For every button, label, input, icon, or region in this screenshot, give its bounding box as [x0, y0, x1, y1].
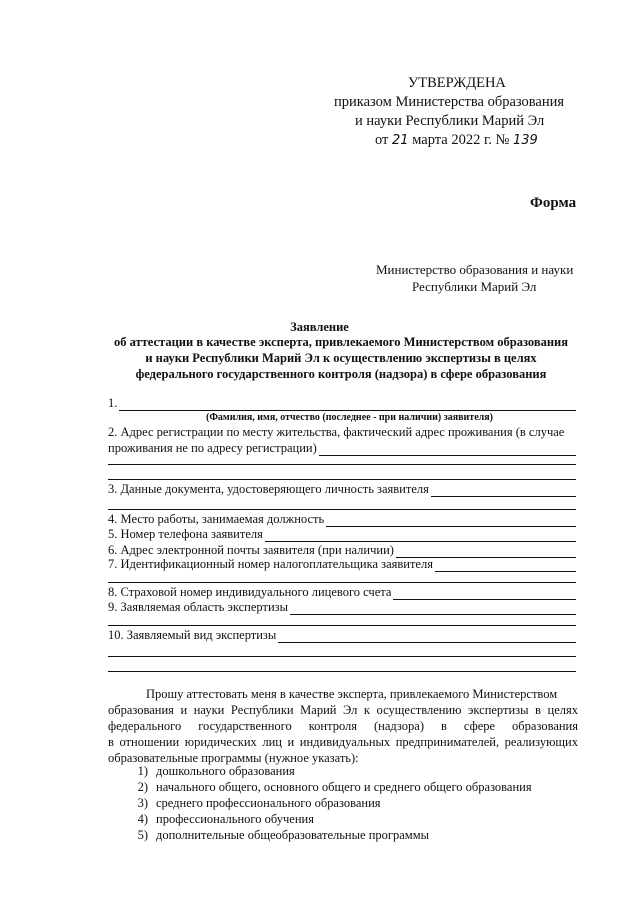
request-line-2: образования и науки Республики Марий Эл к осуществлению экспертизы в целях [108, 703, 578, 717]
program-item-2[interactable] [126, 780, 532, 795]
field-4-label: 4. Место работы, занимаемая должность [108, 512, 325, 526]
form-label: Форма [530, 195, 577, 211]
approval-handwritten-number: 139 [513, 133, 538, 148]
heading-line-2: и науки Республики Марий Эл к осуществлению экспертизы в целях [145, 351, 537, 365]
field-8-label: 8. Страховой номер индивидуального лицевого счета [108, 585, 392, 599]
heading-line-1: об аттестации в качестве эксперта, привлекаемого Министерством образования [113, 335, 569, 349]
program-item-4[interactable] [126, 812, 314, 827]
field-3-label: 3. Данные документа, удостоверяющего личность заявителя [108, 482, 429, 496]
field-10-extra-line-2[interactable] [108, 671, 576, 672]
approval-line-3 [375, 131, 538, 150]
field-10-extra-line-1[interactable] [108, 656, 576, 657]
field-2-extra-line-1[interactable] [108, 464, 576, 465]
field-10-label: 10. Заявляемый вид экспертизы [108, 628, 277, 642]
field-6-fill-line[interactable] [396, 543, 576, 558]
field-5-label: 5. Номер телефона заявителя [108, 527, 263, 541]
program-item-1[interactable] [126, 764, 295, 779]
approval-handwritten-day: 21 [392, 133, 409, 148]
field-9-extra-line[interactable] [108, 625, 576, 626]
field-10-fill-line[interactable] [278, 628, 576, 643]
field-2-label-1: 2. Адрес регистрации по месту жительства, фактический адрес проживания (в случае [108, 425, 565, 439]
program-number: 3) [137, 796, 148, 810]
approval-line-1: приказом Министерства образования [334, 94, 565, 110]
field-6-row[interactable] [108, 543, 576, 558]
approval-title: УТВЕРЖДЕНА [408, 75, 506, 91]
approval-line-2: и науки Республики Марий Эл [355, 113, 545, 129]
program-item-5[interactable] [126, 828, 429, 843]
approval-date-mid: марта 2022 г. № [412, 132, 510, 148]
program-label: дополнительные общеобразовательные программы [156, 828, 430, 842]
program-label: профессионального обучения [156, 812, 314, 826]
field-5-fill-line[interactable] [265, 527, 576, 542]
addressee-line-2: Республики Марий Эл [412, 279, 537, 294]
request-line-4: в отношении юридических лиц и индивидуальных предпринимателей, реализующих [108, 735, 578, 749]
field-8-fill-line[interactable] [393, 585, 576, 600]
field-7-label: 7. Идентификационный номер налогоплательщика заявителя [108, 557, 433, 571]
field-1-fill-line[interactable] [119, 396, 576, 411]
field-8-row[interactable] [108, 585, 576, 600]
field-7-row[interactable] [108, 557, 576, 572]
field-3-extra-line[interactable] [108, 509, 576, 510]
program-label: начального общего, основного общего и среднего общего образования [156, 780, 532, 794]
field-9-label: 9. Заявляемая область экспертизы [108, 600, 288, 614]
field-1-caption: (Фамилия, имя, отчество (последнее - при наличии) заявителя) [206, 412, 493, 423]
field-4-fill-line[interactable] [326, 512, 576, 527]
request-line-3: федерального государственного контроля (надзора) в сфере образования [108, 719, 578, 733]
field-3-row[interactable] [108, 482, 576, 497]
field-5-row[interactable] [108, 527, 576, 542]
request-line-5: образовательные программы (нужное указать): [108, 751, 359, 765]
field-3-fill-line[interactable] [431, 482, 576, 497]
field-9-row[interactable] [108, 600, 576, 615]
field-2-extra-line-2[interactable] [108, 479, 576, 480]
request-paragraph [108, 686, 578, 766]
field-2-label-2: проживания не по адресу регистрации) [108, 441, 317, 455]
field-1-row[interactable] [108, 396, 576, 411]
field-7-fill-line[interactable] [435, 557, 576, 572]
field-1-number: 1. [108, 396, 118, 410]
field-2-fill-line[interactable] [319, 441, 576, 456]
program-item-3[interactable] [126, 796, 381, 811]
field-9-fill-line[interactable] [290, 600, 576, 615]
field-7-extra-line[interactable] [108, 582, 576, 583]
approval-date-prefix: от [375, 132, 389, 148]
program-number: 5) [137, 828, 148, 842]
program-number: 2) [137, 780, 148, 794]
program-number: 4) [137, 812, 148, 826]
addressee-line-1: Министерство образования и науки [376, 262, 574, 277]
heading-title: Заявление [290, 320, 349, 334]
program-number: 1) [137, 764, 148, 778]
request-line-1: Прошу аттестовать меня в качестве эксперта, привлекаемого Министерством [146, 687, 558, 701]
program-label: дошкольного образования [156, 764, 295, 778]
field-4-row[interactable] [108, 512, 576, 527]
field-2-row[interactable] [108, 441, 576, 456]
program-label: среднего профессионального образования [156, 796, 381, 810]
field-6-label: 6. Адрес электронной почты заявителя (при наличии) [108, 543, 394, 557]
heading-line-3: федерального государственного контроля (надзора) в сфере образования [135, 367, 547, 381]
field-10-row[interactable] [108, 628, 576, 643]
